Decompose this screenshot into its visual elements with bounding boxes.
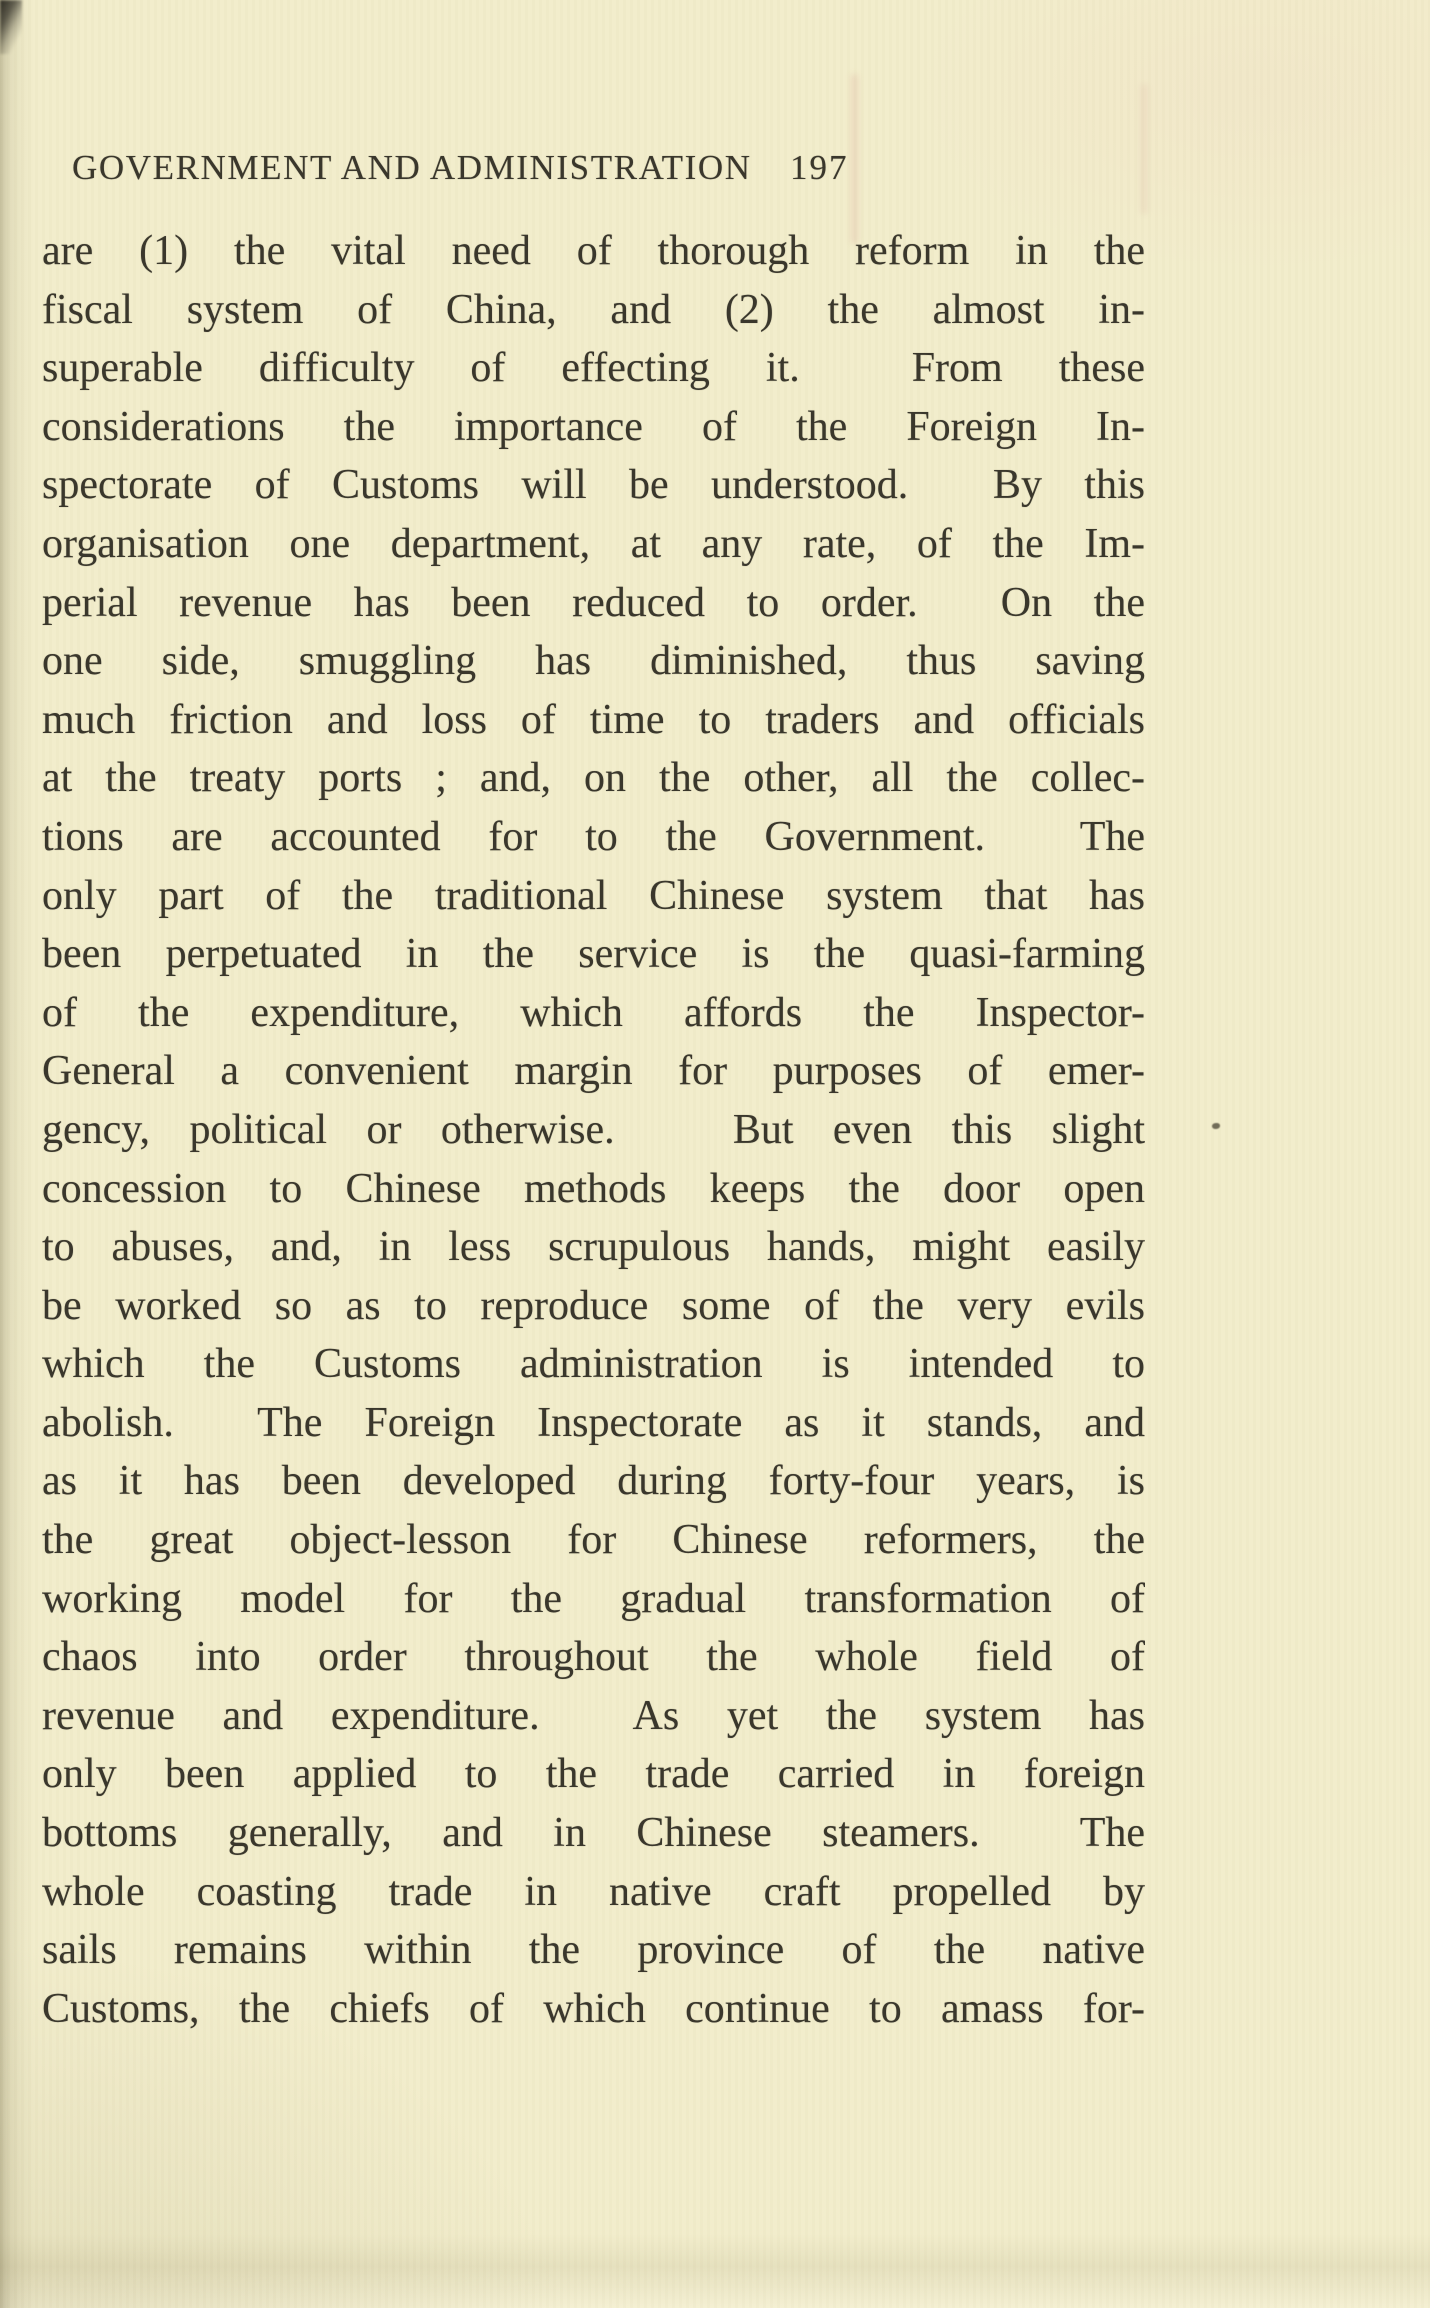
text-line: sails remains within the province of the native xyxy=(42,1927,1145,1974)
text-line: abolish. The Foreign Inspectorate as it stands, and xyxy=(42,1399,1145,1446)
text-line: spectorate of Customs will be understood. By this xyxy=(42,462,1145,509)
page-body-text xyxy=(42,222,1145,2038)
text-line: General a convenient margin for purposes of emer- xyxy=(42,1048,1145,1095)
scan-streak xyxy=(851,74,858,244)
text-line: only part of the traditional Chinese system that has xyxy=(42,872,1145,919)
text-line: are (1) the vital need of thorough reform in the xyxy=(42,228,1145,274)
text-line: tions are accounted for to the Government. The xyxy=(42,813,1145,860)
header-title: GOVERNMENT AND ADMINISTRATION xyxy=(72,148,752,187)
text-line: revenue and expenditure. As yet the system has xyxy=(42,1692,1145,1739)
running-header xyxy=(72,148,849,188)
text-line: which the Customs administration is intended to xyxy=(42,1341,1145,1388)
text-line: the great object-lesson for Chinese reformers, the xyxy=(42,1517,1145,1564)
text-line: Customs, the chiefs of which continue to amass for- xyxy=(42,1985,1145,2032)
text-line: chaos into order throughout the whole field of xyxy=(42,1634,1145,1681)
text-line: bottoms generally, and in Chinese steamers. The xyxy=(42,1810,1145,1857)
text-line: of the expenditure, which affords the Inspector- xyxy=(42,989,1145,1036)
scan-streak xyxy=(1141,84,1147,214)
text-line: considerations the importance of the Foreign In- xyxy=(42,403,1145,450)
text-line: only been applied to the trade carried in foreign xyxy=(42,1751,1145,1798)
text-line: as it has been developed during forty-four years, is xyxy=(42,1458,1145,1505)
text-line: to abuses, and, in less scrupulous hands, might easily xyxy=(42,1224,1145,1271)
text-line: much friction and loss of time to traders and officials xyxy=(42,696,1145,743)
text-line: concession to Chinese methods keeps the door open xyxy=(42,1165,1145,1212)
text-line: whole coasting trade in native craft propelled by xyxy=(42,1868,1145,1915)
text-line: working model for the gradual transformation of xyxy=(42,1575,1145,1622)
text-line: one side, smuggling has diminished, thus saving xyxy=(42,638,1145,685)
scan-speck xyxy=(1212,1123,1220,1129)
page-number: 197 xyxy=(790,148,849,187)
text-line: be worked so as to reproduce some of the very evils xyxy=(42,1282,1145,1329)
text-line: organisation one department, at any rate, of the Im- xyxy=(42,520,1145,567)
text-line: superable difficulty of effecting it. From these xyxy=(42,345,1145,392)
scan-shadow-corner xyxy=(0,0,22,54)
text-line: gency, political or otherwise. But even this slight xyxy=(42,1106,1145,1153)
text-line: fiscal system of China, and (2) the almost in- xyxy=(42,286,1145,333)
text-line: been perpetuated in the service is the quasi-farming xyxy=(42,931,1145,978)
text-line: perial revenue has been reduced to order. On the xyxy=(42,579,1145,626)
text-line: at the treaty ports ; and, on the other, all the collec- xyxy=(42,755,1145,802)
